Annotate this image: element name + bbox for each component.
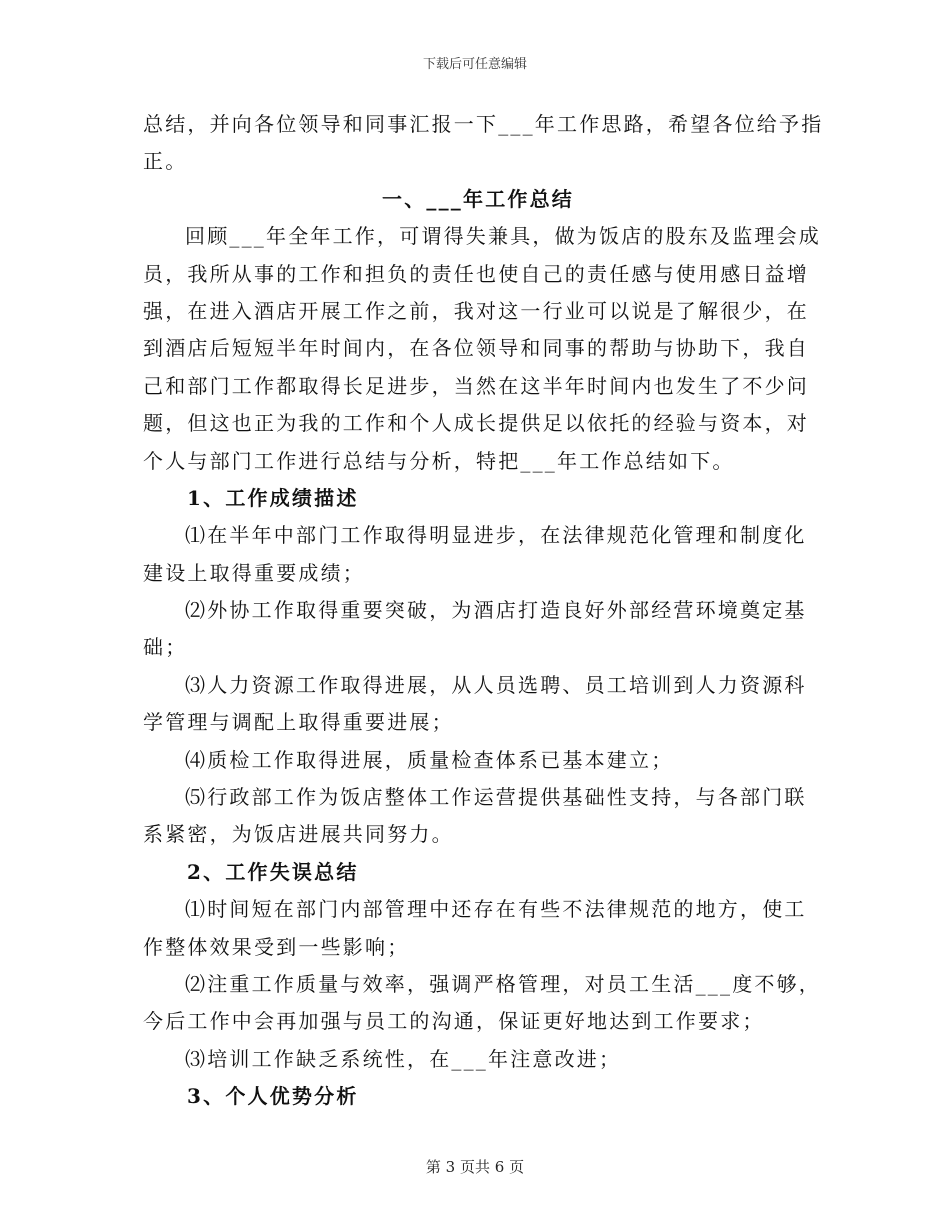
- list-item: ⑴时间短在部门内部管理中还存在有些不法律规范的地方，使工: [185, 897, 807, 922]
- list-item-continuation: 础；: [143, 635, 188, 660]
- page-number: 第 3 页共 6 页: [425, 1158, 525, 1176]
- body-line: 正。: [143, 149, 188, 174]
- list-item-continuation: 今后工作中会再加强与员工的沟通，保证更好地达到工作要求；: [143, 1009, 765, 1034]
- subsection-heading: 1、工作成绩描述: [187, 485, 359, 510]
- list-item-continuation: 作整体效果受到一些影响；: [143, 934, 410, 959]
- body-line: 题，但这也正为我的工作和个人成长提供足以依托的经验与资本，对: [143, 411, 809, 436]
- list-item-continuation: 建设上取得重要成绩；: [143, 560, 365, 585]
- body-line: 到酒店后短短半年时间内，在各位领导和同事的帮助与协助下，我自: [143, 336, 809, 361]
- subsection-heading: 2、工作失误总结: [187, 859, 359, 884]
- body-line: 个人与部门工作进行总结与分析，特把___年工作总结如下。: [143, 448, 735, 473]
- list-item: ⑵注重工作质量与效率，强调严格管理，对员工生活___度不够，: [185, 971, 821, 996]
- list-item: ⑴在半年中部门工作取得明显进步，在法律规范化管理和制度化: [185, 523, 807, 548]
- list-item: ⑶培训工作缺乏系统性，在___年注意改进；: [185, 1046, 622, 1071]
- list-item: ⑵外协工作取得重要突破，为酒店打造良好外部经营环境奠定基: [185, 598, 807, 623]
- list-item-continuation: 学管理与调配上取得重要进展；: [143, 710, 454, 735]
- document-body: [143, 106, 824, 1116]
- list-item-continuation: 系紧密，为饭店进展共同努力。: [143, 822, 454, 847]
- body-line: 强，在进入酒店开展工作之前，我对这一行业可以说是了解很少，在: [143, 298, 809, 323]
- list-item: ⑷质检工作取得进展，质量检查体系已基本建立；: [185, 747, 674, 772]
- body-line: 己和部门工作都取得长足进步，当然在这半年时间内也发生了不少问: [143, 373, 809, 398]
- paragraph-start: 回顾___年全年工作，可谓得失兼具，做为饭店的股东及监理会成: [185, 224, 821, 249]
- list-item: ⑶人力资源工作取得进展，从人员选聘、员工培训到人力资源科: [185, 672, 807, 697]
- body-line: 员，我所从事的工作和担负的责任也使自己的责任感与使用感日益增: [143, 261, 809, 286]
- subsection-heading: 3、个人优势分析: [187, 1084, 359, 1109]
- list-item: ⑸行政部工作为饭店整体工作运营提供基础性支持，与各部门联: [185, 785, 807, 810]
- section-title: 一、___年工作总结: [382, 186, 574, 211]
- body-line: 总结，并向各位领导和同事汇报一下___年工作思路，希望各位给予指: [143, 112, 824, 136]
- header-note: 下载后可任意编辑: [422, 57, 527, 72]
